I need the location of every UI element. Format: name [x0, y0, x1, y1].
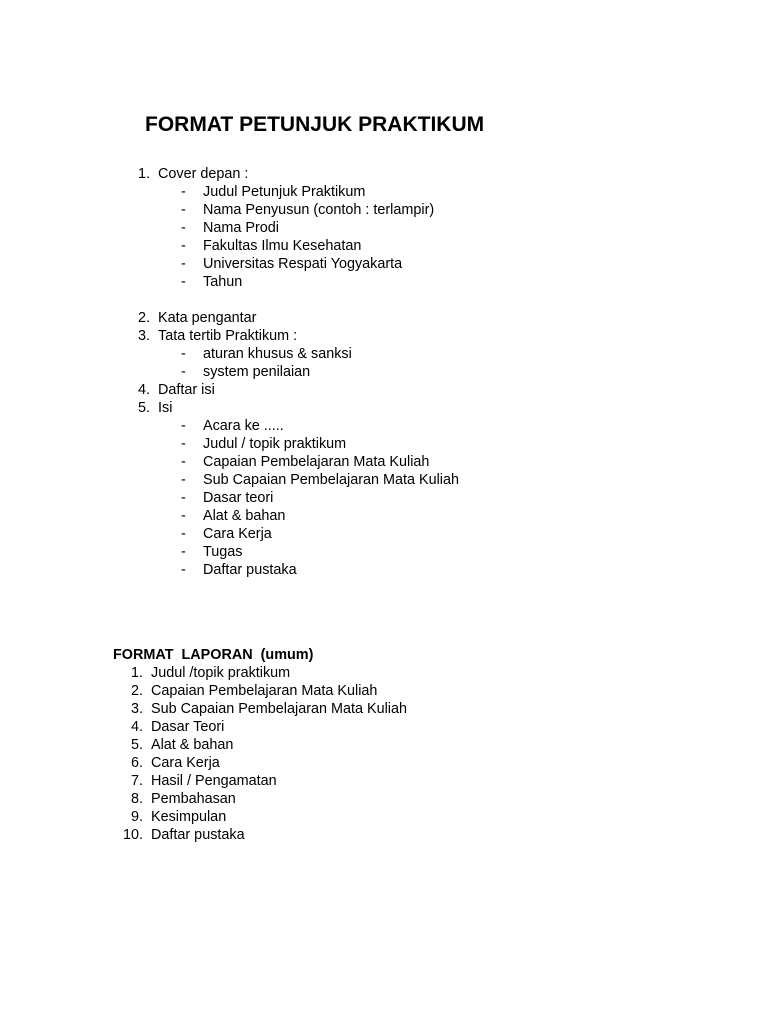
dash-bullet: -	[181, 508, 186, 524]
list-item	[0, 381, 768, 399]
sub-item-label: Universitas Respati Yogyakarta	[203, 256, 403, 272]
dash-bullet: -	[181, 364, 186, 380]
list-number: 6.	[130, 755, 143, 771]
sub-item-label: Acara ke .....	[203, 418, 284, 434]
list-number: 7.	[130, 773, 143, 789]
list-label: Judul /topik praktikum	[151, 665, 291, 681]
report-section-title: FORMAT LAPORAN (umum)	[113, 647, 314, 663]
list-item	[0, 664, 768, 682]
list-number: 3.	[137, 328, 150, 344]
dash-bullet: -	[181, 436, 186, 452]
dash-bullet: -	[181, 490, 186, 506]
list-label: Cara Kerja	[151, 755, 220, 771]
list-item	[0, 826, 768, 844]
sub-item	[0, 201, 768, 219]
sub-item	[0, 255, 768, 273]
sub-item-label: Judul / topik praktikum	[203, 436, 347, 452]
sub-item-label: Nama Prodi	[203, 220, 279, 236]
list-number: 2.	[137, 310, 150, 326]
sub-item-label: Daftar pustaka	[203, 562, 297, 578]
list-label: Hasil / Pengamatan	[151, 773, 277, 789]
dash-bullet: -	[181, 472, 186, 488]
dash-bullet: -	[181, 562, 186, 578]
list-label: Alat & bahan	[151, 737, 234, 753]
list-item	[0, 309, 768, 327]
list-item	[0, 165, 768, 183]
list-number: 10.	[122, 827, 143, 843]
list-item	[0, 790, 768, 808]
dash-bullet: -	[181, 274, 186, 290]
list-item	[0, 754, 768, 772]
sub-item-label: Capaian Pembelajaran Mata Kuliah	[203, 454, 430, 470]
sub-item	[0, 489, 768, 507]
list-item	[0, 718, 768, 736]
sub-item-label: Fakultas Ilmu Kesehatan	[203, 238, 362, 254]
petunjuk-list	[0, 165, 768, 579]
list-item	[0, 808, 768, 826]
sub-item	[0, 507, 768, 525]
sub-item	[0, 237, 768, 255]
page-title: FORMAT PETUNJUK PRAKTIKUM	[145, 113, 485, 136]
dash-bullet: -	[181, 544, 186, 560]
sub-item	[0, 453, 768, 471]
dash-bullet: -	[181, 418, 186, 434]
dash-bullet: -	[181, 526, 186, 542]
sub-item-label: Cara Kerja	[203, 526, 272, 542]
list-number: 5.	[130, 737, 143, 753]
spacer	[0, 291, 768, 309]
list-label: Tata tertib Praktikum :	[158, 328, 298, 344]
sub-item-label: Tugas	[203, 544, 243, 560]
sub-item	[0, 219, 768, 237]
dash-bullet: -	[181, 184, 186, 200]
list-label: Cover depan :	[158, 166, 249, 182]
list-number: 5.	[137, 400, 150, 416]
sub-item	[0, 471, 768, 489]
list-number: 4.	[137, 382, 150, 398]
sub-item	[0, 345, 768, 363]
sub-item	[0, 417, 768, 435]
list-label: Sub Capaian Pembelajaran Mata Kuliah	[151, 701, 407, 717]
list-label: Kata pengantar	[158, 310, 257, 326]
list-item	[0, 327, 768, 345]
dash-bullet: -	[181, 238, 186, 254]
list-item	[0, 399, 768, 417]
sub-item	[0, 273, 768, 291]
sub-item	[0, 543, 768, 561]
dash-bullet: -	[181, 220, 186, 236]
list-item	[0, 736, 768, 754]
sub-item	[0, 561, 768, 579]
sub-item-label: Judul Petunjuk Praktikum	[203, 184, 366, 200]
sub-item-label: Sub Capaian Pembelajaran Mata Kuliah	[203, 472, 459, 488]
dash-bullet: -	[181, 346, 186, 362]
list-number: 2.	[130, 683, 143, 699]
laporan-list	[0, 664, 768, 844]
dash-bullet: -	[181, 202, 186, 218]
sub-item	[0, 363, 768, 381]
sub-item-label: Dasar teori	[203, 490, 274, 506]
sub-item	[0, 525, 768, 543]
sub-item-label: Tahun	[203, 274, 243, 290]
list-label: Kesimpulan	[151, 809, 227, 825]
list-number: 1.	[137, 166, 150, 182]
list-item	[0, 682, 768, 700]
sub-item	[0, 183, 768, 201]
list-number: 4.	[130, 719, 143, 735]
dash-bullet: -	[181, 256, 186, 272]
list-number: 8.	[130, 791, 143, 807]
sub-item-label: system penilaian	[203, 364, 311, 380]
list-label: Daftar isi	[158, 382, 215, 398]
list-number: 1.	[130, 665, 143, 681]
list-item	[0, 772, 768, 790]
dash-bullet: -	[181, 454, 186, 470]
sub-item-label: aturan khusus & sanksi	[203, 346, 352, 362]
list-label: Isi	[158, 400, 173, 416]
sub-item-label: Alat & bahan	[203, 508, 286, 524]
list-label: Pembahasan	[151, 791, 236, 807]
list-label: Daftar pustaka	[151, 827, 245, 843]
list-item	[0, 700, 768, 718]
list-number: 9.	[130, 809, 143, 825]
list-number: 3.	[130, 701, 143, 717]
sub-item	[0, 435, 768, 453]
sub-item-label: Nama Penyusun (contoh : terlampir)	[203, 202, 435, 218]
list-label: Capaian Pembelajaran Mata Kuliah	[151, 683, 378, 699]
list-label: Dasar Teori	[151, 719, 225, 735]
